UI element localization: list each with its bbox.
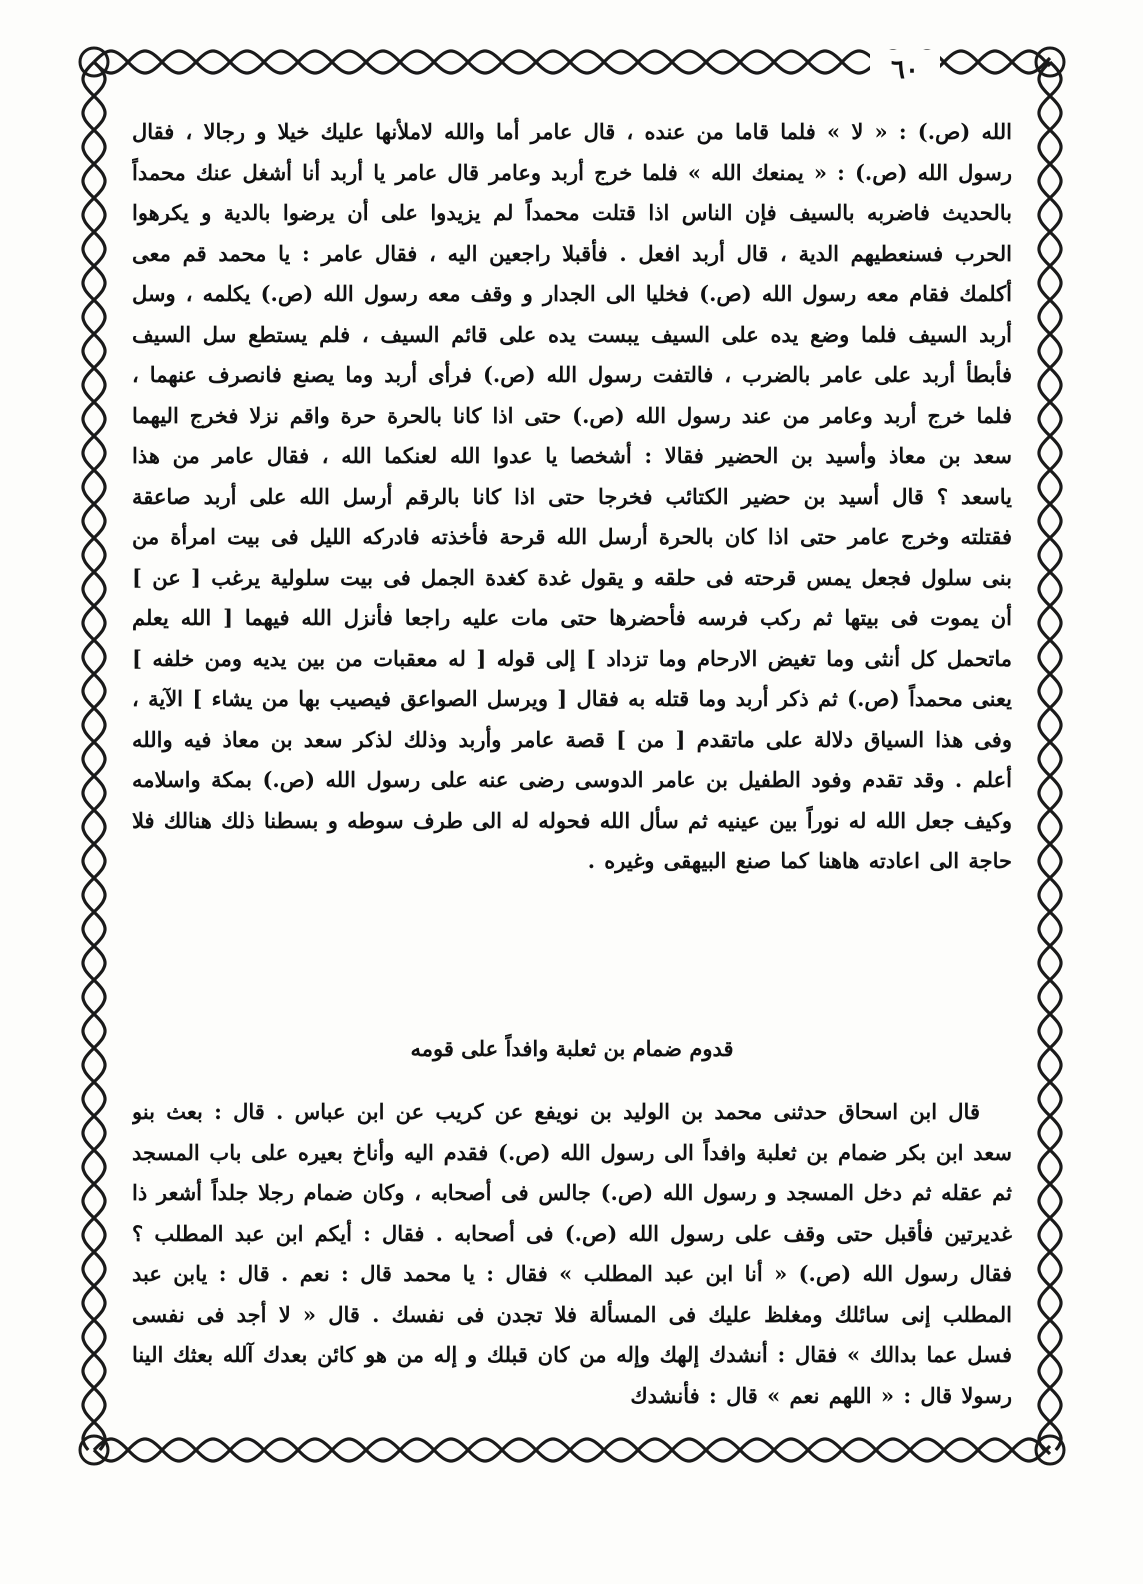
page-number: ٦٠	[870, 50, 940, 90]
paragraph-1: الله (ص.) : « لا » فلما قاما من عنده ، قال عامر أما والله لاملأنها عليك خيلا و رجالا ، فقال رسول الله (ص.) : « يمنعك الله » فلما خرج أربد وعامر قال عامر يا أربد أنا أشغل عنك محمداً بالحديث فاضربه بالسيف فإن الناس اذا قتلت محمداً لم يزيدوا على أن يرضوا بالدية و يكرهوا الحرب فسنعطيهم الدية ، قال أربد افعل . فأقبلا راجعين اليه ، فقال عامر : يا محمد قم معى أكلمك فقام معه رسول الله (ص.) فخليا الى الجدار و وقف معه رسول الله (ص.) يكلمه ، وسل أربد السيف فلما وضع يده على السيف يبست يده على قائم السيف ، فلم يستطع سل السيف فأبطأ أربد على عامر بالضرب ، فالتفت رسول الله (ص.) فرأى أربد وما يصنع فانصرف عنهما ، فلما خرج أربد وعامر من عند رسول الله (ص.) حتى اذا كانا بالحرة حرة واقم نزلا فخرج اليهما سعد بن معاذ وأسيد بن الحضير فقالا : أشخصا يا عدوا الله لعنكما الله ، فقال عامر من هذا ياسعد ؟ قال أسيد بن حضير الكتائب فخرجا حتى اذا كانا بالرقم أرسل الله على أربد صاعقة فقتلته وخرج عامر حتى اذا كان بالحرة أرسل الله قرحة فأخذته فادركه الليل فى بيت امرأة من بنى سلول فجعل يمس قرحته فى حلقه و يقول غدة كغدة الجمل فى بيت سلولية يرغب [ عن ] أن يموت فى بيتها ثم ركب فرسه فأحضرها حتى مات عليه راجعا فأنزل الله فيهما [ الله يعلم ماتحمل كل أنثى وما تغيض الارحام وما تزداد ] إلى قوله [ له معقبات من بين يديه ومن خلفه ] يعنى محمداً (ص.) ثم ذكر أربد وما قتله به فقال [ ويرسل الصواعق فيصيب بها من يشاء ] الآية ، وفى هذا السياق دلالة على ماتقدم [ من ] قصة عامر وأربد وذلك لذكر سعد بن معاذ فيه والله أعلم . وقد تقدم وفود الطفيل بن عامر الدوسى رضى عنه على رسول الله (ص.) بمكة واسلامه وكيف جعل الله له نوراً بين عينيه ثم سأل الله فحوله له الى طرف سوطه و بسطنا ذلك هنالك فلا حاجة الى اعادته هاهنا كما صنع البيهقى وغيره .	[132, 119, 1012, 873]
text-body	[132, 112, 1012, 1442]
paragraph-2: قال ابن اسحاق حدثنى محمد بن الوليد بن نويفع عن كريب عن ابن عباس . قال : بعث بنو سعد ابن بكر ضمام بن ثعلبة وافداً الى رسول الله (ص.) فقدم اليه وأناخ بعيره على باب المسجد ثم عقله ثم دخل المسجد و رسول الله (ص.) جالس فى أصحابه ، وكان ضمام رجلا جلداً أشعر ذا غديرتين فأقبل حتى وقف على رسول الله (ص.) فى أصحابه . فقال : أيكم ابن عبد المطلب ؟ فقال رسول الله (ص.) « أنا ابن عبد المطلب » فقال : يا محمد قال : نعم . قال : يابن عبد المطلب إنى سائلك ومغلظ عليك فى المسألة فلا تجدن فى نفسك . قال « لا أجد فى نفسى فسل عما بدالك » فقال : أنشدك إلهك وإله من كان قبلك و إله من هو كائن بعدك آلله بعثك الينا رسولا قال : « اللهم نعم » قال : فأنشدك	[132, 1099, 1012, 1408]
corner-knot	[1036, 1436, 1064, 1464]
section-heading: قدوم ضمام بن ثعلبة وافداً على قومه	[410, 1036, 734, 1061]
